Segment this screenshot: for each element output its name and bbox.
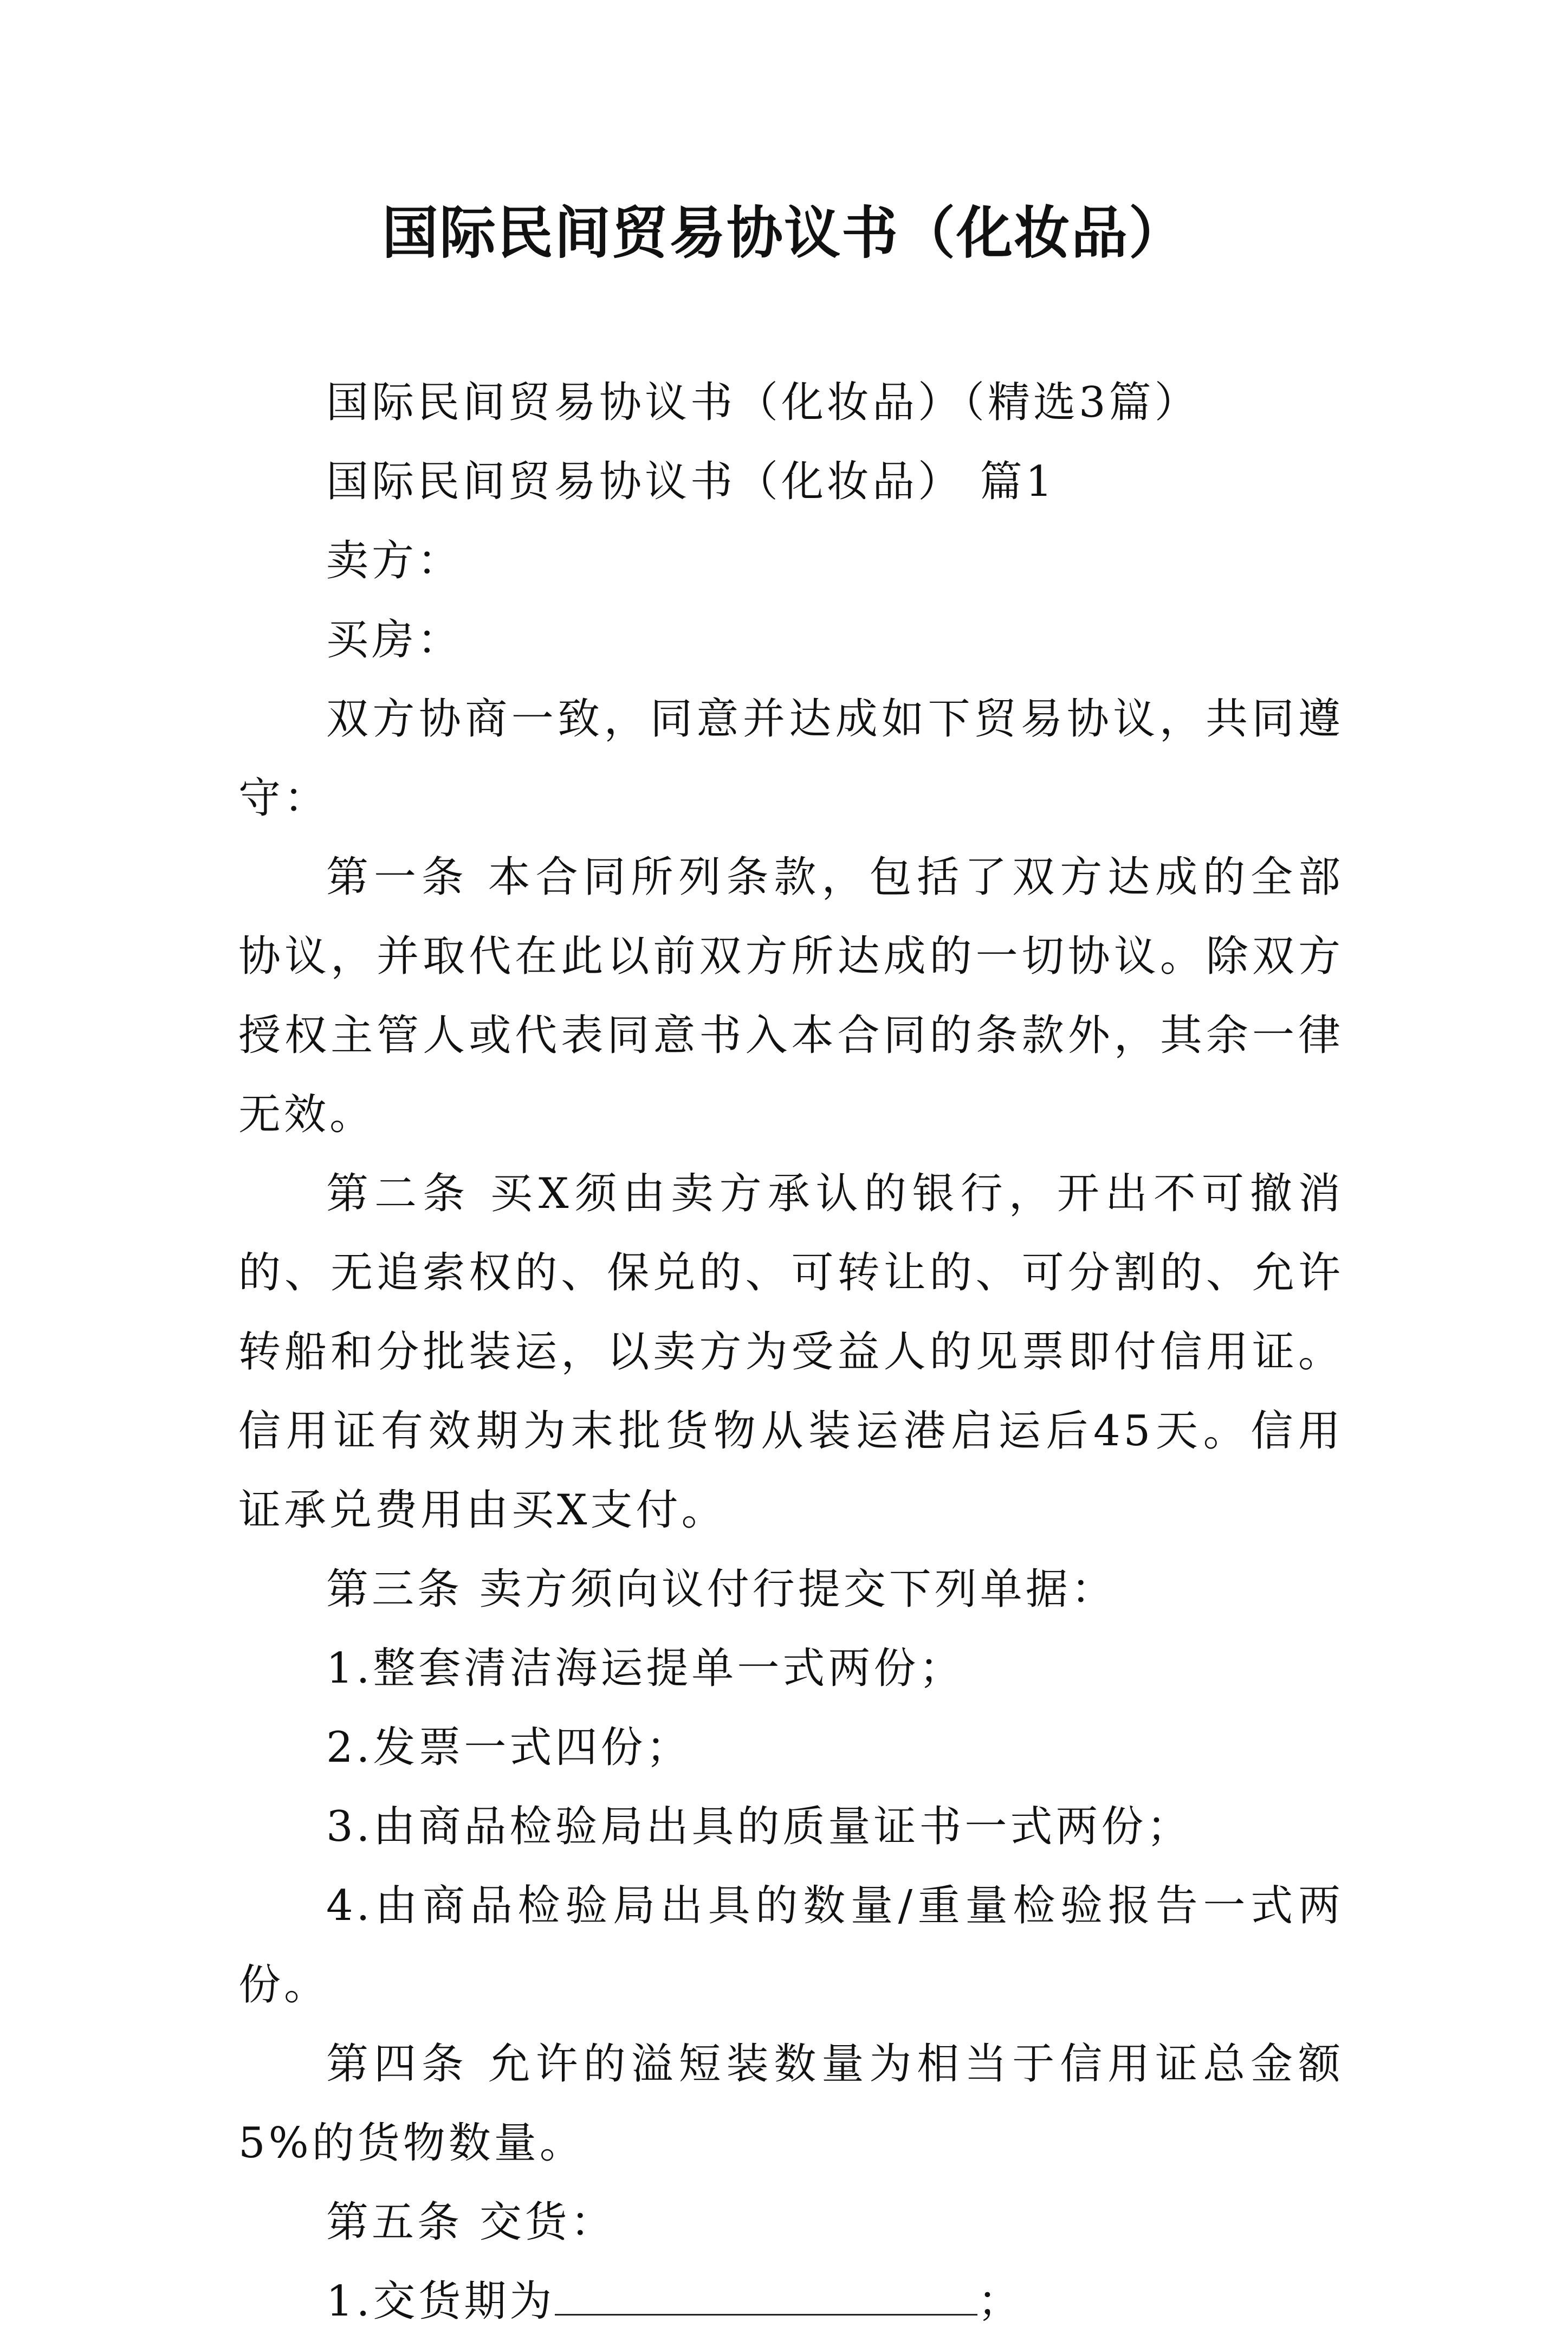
delivery-period-label: 1.交货期为 xyxy=(326,2277,555,2326)
delivery-period-blank xyxy=(555,2276,977,2316)
intro-paragraph: 双方协商一致，同意并达成如下贸易协议，共同遵守： xyxy=(238,695,1344,823)
article-3-item-4: 4.由商品检验局出具的数量/重量检验报告一式两份。 xyxy=(238,1881,1344,2009)
seller-line: 卖方： xyxy=(326,536,463,585)
delivery-period-end: ； xyxy=(977,2277,1023,2326)
article-2: 第二条 买X须由卖方承认的银行，开出不可撤消的、无追索权的、保兑的、可转让的、可分割的、允许转船和分批装运，以卖方为受益人的见票即付信用证。信用证有效期为末批货物从装运港启运后45天。信用证承兑费用由买X支付。 xyxy=(238,1169,1344,1535)
article-3-item-3: 3.由商品检验局出具的质量证书一式两份； xyxy=(326,1802,1193,1851)
article-3: 第三条 卖方须向议付行提交下列单据： xyxy=(326,1565,1117,1614)
article-3-item-2: 2.发票一式四份； xyxy=(326,1723,692,1772)
article-4: 第四条 允许的溢短装数量为相当于信用证总金额5%的货物数量。 xyxy=(238,2040,1344,2168)
document-title: 国际民间贸易协议书（化妆品） xyxy=(381,199,1186,266)
subtitle-paragraph: 国际民间贸易协议书（化妆品）（精选3篇） xyxy=(326,378,1200,427)
article-5: 第五条 交货： xyxy=(326,2198,616,2247)
document-body xyxy=(238,363,1344,2341)
part-heading: 国际民间贸易协议书（化妆品） 篇1 xyxy=(326,457,1056,506)
article-3-item-1: 1.整套清洁海运提单一式两份； xyxy=(326,1644,965,1693)
buyer-line: 买房： xyxy=(326,616,463,664)
article-1: 第一条 本合同所列条款，包括了双方达成的全部协议，并取代在此以前双方所达成的一切协议。除双方授权主管人或代表同意书入本合同的条款外，其余一律无效。 xyxy=(238,853,1344,1139)
delivery-period-line xyxy=(238,2262,1344,2341)
